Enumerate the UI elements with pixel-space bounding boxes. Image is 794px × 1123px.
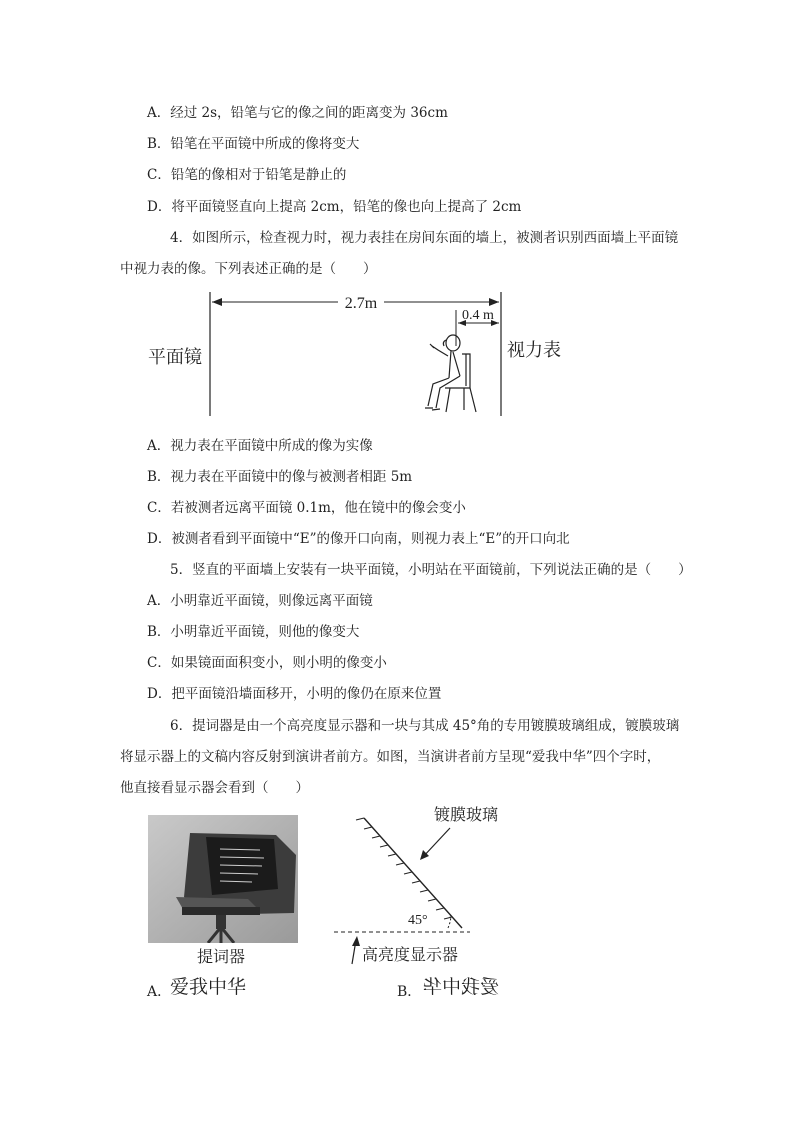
teleprompter-photo (148, 815, 298, 943)
angle-label: 45° (408, 913, 428, 928)
chart-label: 视力表 (507, 340, 561, 361)
q6-stem-line3: 他直接看显示器会看到（ ） (120, 780, 309, 796)
up-arrow-icon (352, 936, 360, 946)
dimension-total-label: 2.7m (344, 295, 378, 312)
arrow-right-icon (489, 298, 499, 306)
q6-stem-line1: 6．提词器是由一个高亮度显示器和一块与其成 45°角的专用镀膜玻璃组成，镀膜玻璃 (170, 718, 680, 734)
q4-option-d: D．被测者看到平面镜中“E”的像开口向南，则视力表上“E”的开口向北 (147, 531, 570, 547)
dimension-person-label: 0.4 m (462, 308, 494, 323)
teleprompter-caption: 提词器 (197, 947, 246, 966)
q3-option-d: D．将平面镜竖直向上提高 2cm，铅笔的像也向上提高了 2cm (147, 199, 522, 215)
q6-stem-line2: 将显示器上的文稿内容反射到演讲者前方。如图，当演讲者前方呈现“爱我中华”四个字时， (120, 749, 661, 765)
q4-option-b: B．视力表在平面镜中的像与被测者相距 5m (147, 469, 413, 485)
arrow-left-icon (212, 298, 222, 306)
mirror-label: 平面镜 (148, 347, 202, 368)
q5-stem-line1: 5．竖直的平面墙上安装有一块平面镜，小明站在平面镜前，下列说法正确的是（ ） (170, 562, 692, 578)
q3-option-a: A．经过 2s，铅笔与它的像之间的距离变为 36cm (147, 105, 448, 121)
seated-person-icon (425, 335, 476, 412)
q5-option-d: D．把平面镜沿墙面移开，小明的像仍在原来位置 (147, 686, 442, 702)
q3-option-b: B．铅笔在平面镜中所成的像将变大 (147, 136, 360, 152)
q4-stem-line2: 中视力表的像。下列表述正确的是（ ） (120, 261, 377, 277)
q4-figure (140, 288, 580, 423)
q6-option-a-letter: A． (147, 984, 172, 1000)
display-label: 高亮度显示器 (362, 945, 459, 964)
glass-line (364, 818, 462, 928)
glass-label: 镀膜玻璃 (434, 805, 499, 824)
teleprompter-diagram (330, 798, 520, 970)
q4-stem-line1: 4．如图所示，检查视力时，视力表挂在房间东面的墙上，被测者识别西面墙上平面镜 (170, 230, 679, 246)
q6-option-b-text-mirrored: 爱我中华 (422, 976, 499, 998)
q5-option-b: B．小明靠近平面镜，则他的像变大 (147, 624, 360, 640)
q3-option-c: C．铅笔的像相对于铅笔是静止的 (147, 167, 347, 183)
q5-option-a: A．小明靠近平面镜，则像远离平面镜 (147, 593, 373, 609)
q6-option-b-letter: B． (397, 984, 422, 1000)
q5-option-c: C．如果镜面面积变小，则小明的像变小 (147, 655, 387, 671)
q4-option-a: A．视力表在平面镜中所成的像为实像 (147, 438, 373, 454)
q4-option-c: C．若被测者远离平面镜 0.1m，他在镜中的像会变小 (147, 500, 466, 516)
q6-option-a-text: 爱我中华 (170, 976, 247, 998)
